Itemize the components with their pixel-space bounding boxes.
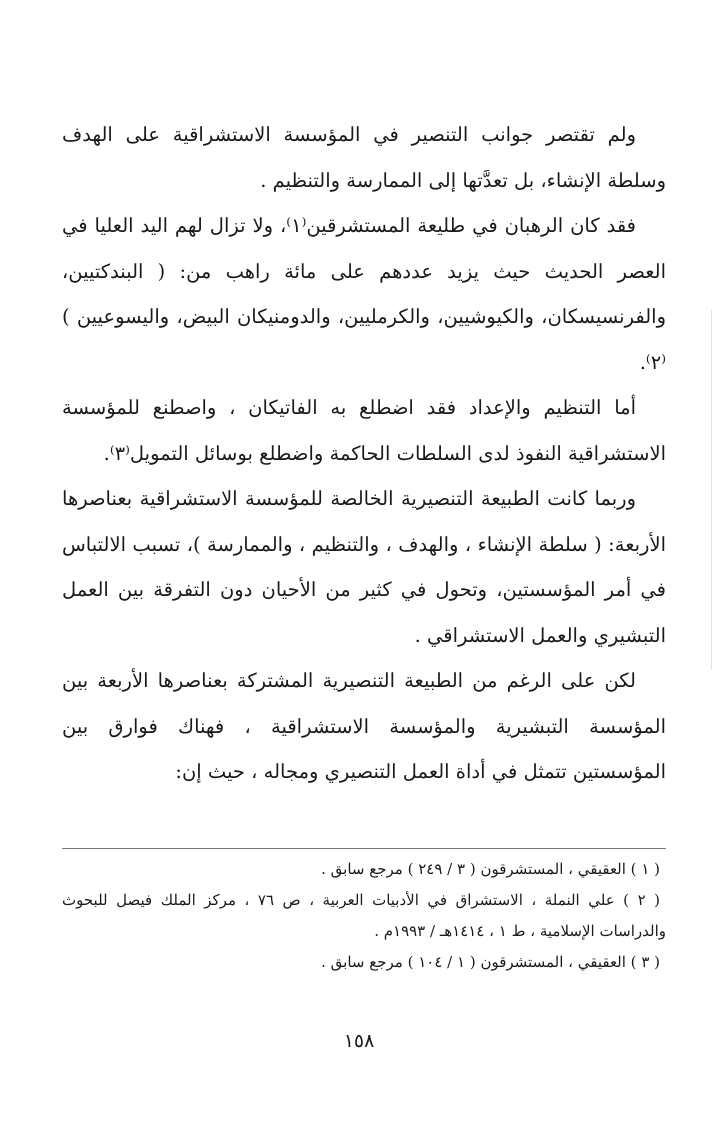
- paragraph-1: ولم تقتصر جوانب التنصير في المؤسسة الاستشراقية على الهدف وسلطة الإنشاء، بل تعدَّتها إلى الممارسة والتنظيم .: [62, 123, 666, 192]
- footnote-3: ( ٣ ) العقيقي ، المستشرقون ( ١ / ١٠٤ ) مرجع سابق .: [321, 953, 660, 971]
- main-text: [62, 112, 666, 795]
- footnote-2: ( ٢ ) علي النملة ، الاستشراق في الأدبيات العربية ، ص ٧٦ ، مركز الملك فيصل للبحوث والدراسات الإسلامية ، ط ١ ، ١٤١٤هـ / ١٩٩٣م .: [62, 891, 666, 940]
- paragraph-2: فقد كان الرهبان في طليعة المستشرقين⁽١⁾، ولا تزال لهم اليد العليا في العصر الحديث حيث يزيد عددهم على مائة راهب من: ( البندكتيين، والفرنسيسكان، والكيوشيين، والكرمليين، والدومنيكان البيض، واليسوعيين )⁽٢⁾.: [62, 214, 666, 374]
- paragraph-4: وربما كانت الطبيعة التنصيرية الخالصة للمؤسسة الاستشراقية بعناصرها الأربعة: ( سلطة الإنشاء ، والهدف ، والتنظيم ، والممارسة )، تسبب الالتباس في أمر المؤسستين، وتحول في كثير من الأحيان دون التفرقة بين العمل التبشيري والعمل الاستشراقي .: [62, 487, 666, 647]
- scan-edge-line: [711, 310, 712, 670]
- footnotes: [62, 854, 666, 978]
- paragraph-5: لكن على الرغم من الطبيعة التنصيرية المشتركة بعناصرها الأربعة بين المؤسسة التبشيرية والمؤسسة الاستشراقية ، فهناك فوارق بين المؤسستين تتمثل في أداة العمل التنصيري ومجاله ، حيث إن:: [62, 669, 666, 783]
- page-number: ١٥٨: [343, 1030, 375, 1052]
- paragraph-3: أما التنظيم والإعداد فقد اضطلع به الفاتيكان ، واصطنع للمؤسسة الاستشراقية النفوذ لدى السلطات الحاكمة واضطلع بوسائل التمويل⁽٣⁾.: [62, 396, 666, 465]
- footnote-divider: [62, 848, 666, 849]
- footnote-1: ( ١ ) العقيقي ، المستشرقون ( ٣ / ٢٤٩ ) مرجع سابق .: [321, 860, 660, 878]
